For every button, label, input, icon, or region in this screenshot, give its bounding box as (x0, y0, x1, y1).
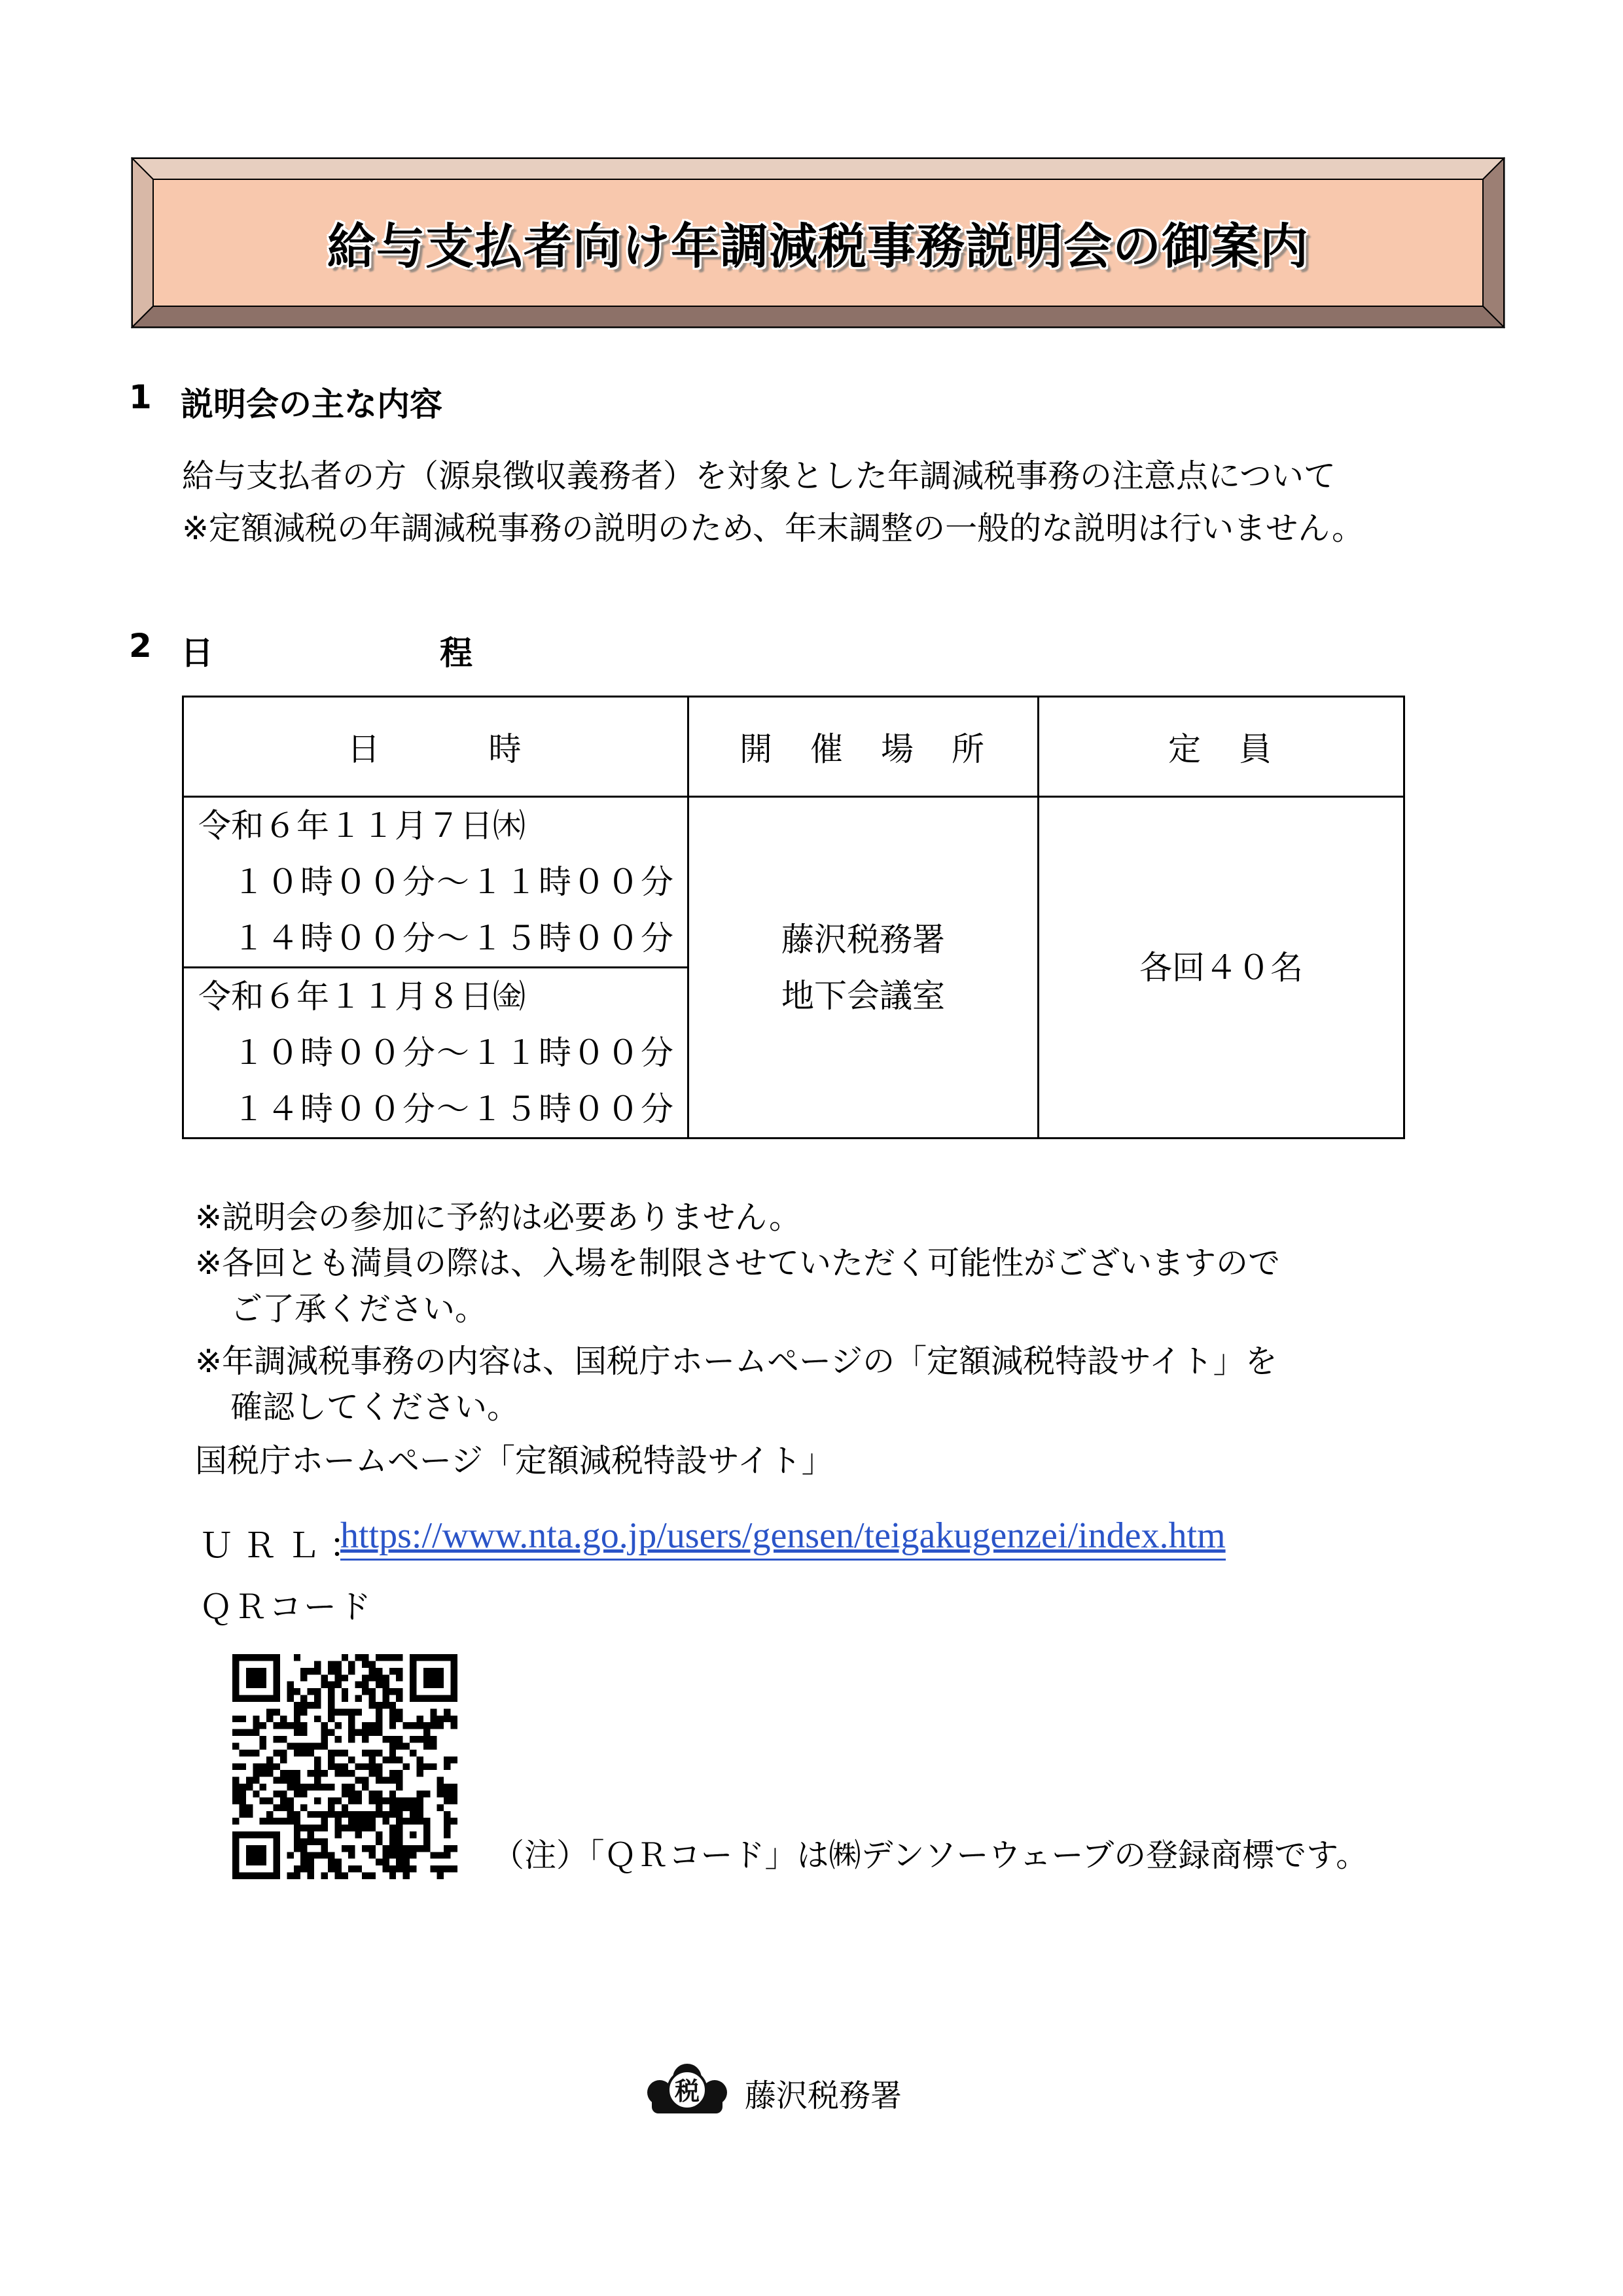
footer-office-name: 藤沢税務署 (745, 2077, 902, 2114)
nta-site-name: 国税庁ホームページ「定額減税特設サイト」 (195, 1442, 834, 1479)
section1-number: 1 (129, 378, 152, 416)
page-title: 給与支払者向け年調減税事務説明会の御案内 (327, 219, 1309, 275)
venue-line1: 藤沢税務署 (781, 920, 945, 959)
qr-label: ＱＲコード (200, 1588, 373, 1626)
venue-line2: 地下会議室 (781, 976, 945, 1015)
session1-cell (183, 797, 688, 968)
section2-heading-first: 日 (181, 634, 213, 672)
session2-date: 令和６年１１月８日㈮ (198, 978, 526, 1016)
table-row (183, 797, 1404, 968)
session1-time1: １０時００分～１１時００分 (232, 863, 675, 901)
section1-line2: ※定額減税の年調減税事務の説明のため、年末調整の一般的な説明は行いません。 (182, 510, 1364, 547)
capacity-cell: 各回４０名 (1039, 797, 1404, 1139)
session2-time2: １４時００分～１５時００分 (232, 1090, 675, 1128)
section1-heading: 説明会の主な内容 (181, 385, 442, 423)
header-capacity: 定 員 (1039, 697, 1404, 797)
qr-finder-pattern (410, 1654, 457, 1702)
session2-cell (183, 968, 688, 1139)
note-website-line2: 確認してください。 (230, 1388, 520, 1426)
schedule-table (182, 696, 1405, 1139)
session1-date: 令和６年１１月７日㈭ (198, 807, 526, 845)
title-banner (131, 157, 1505, 328)
trademark-note: （注）「ＱＲコード」は㈱デンソーウェーブの登録商標です。 (492, 1837, 1368, 1874)
qr-code-image[interactable] (232, 1654, 457, 1879)
session2-time1: １０時００分～１１時００分 (232, 1034, 675, 1072)
tax-office-logo (647, 2062, 728, 2117)
section1-line1: 給与支払者の方（源泉徴収義務者）を対象とした年調減税事務の注意点について (182, 457, 1336, 495)
nta-site-link[interactable]: https://www.nta.go.jp/users/gensen/teigakugenzei/index.htm (340, 1513, 1226, 1561)
venue-cell (688, 797, 1039, 1139)
session1-time2: １４時００分～１５時００分 (232, 919, 675, 957)
note-reservation: ※説明会の参加に予約は必要ありません。 (195, 1199, 801, 1236)
url-label: ＵＲＬ： (200, 1527, 373, 1566)
logo-character: 税 (674, 2077, 700, 2106)
section2-heading-second: 程 (440, 634, 473, 672)
section2-number: 2 (129, 627, 152, 665)
note-capacity-line2: ご了承ください。 (230, 1290, 488, 1328)
note-capacity-line1: ※各回とも満員の際は、入場を制限させていただく可能性がございますので (195, 1245, 1281, 1282)
header-datetime: 日 時 (183, 697, 688, 797)
qr-finder-pattern (232, 1831, 280, 1879)
note-website-line1: ※年調減税事務の内容は、国税庁ホームページの「定額減税特設サイト」を (195, 1343, 1277, 1380)
qr-finder-pattern (232, 1654, 280, 1702)
table-header-row (183, 697, 1404, 797)
header-venue: 開 催 場 所 (688, 697, 1039, 797)
